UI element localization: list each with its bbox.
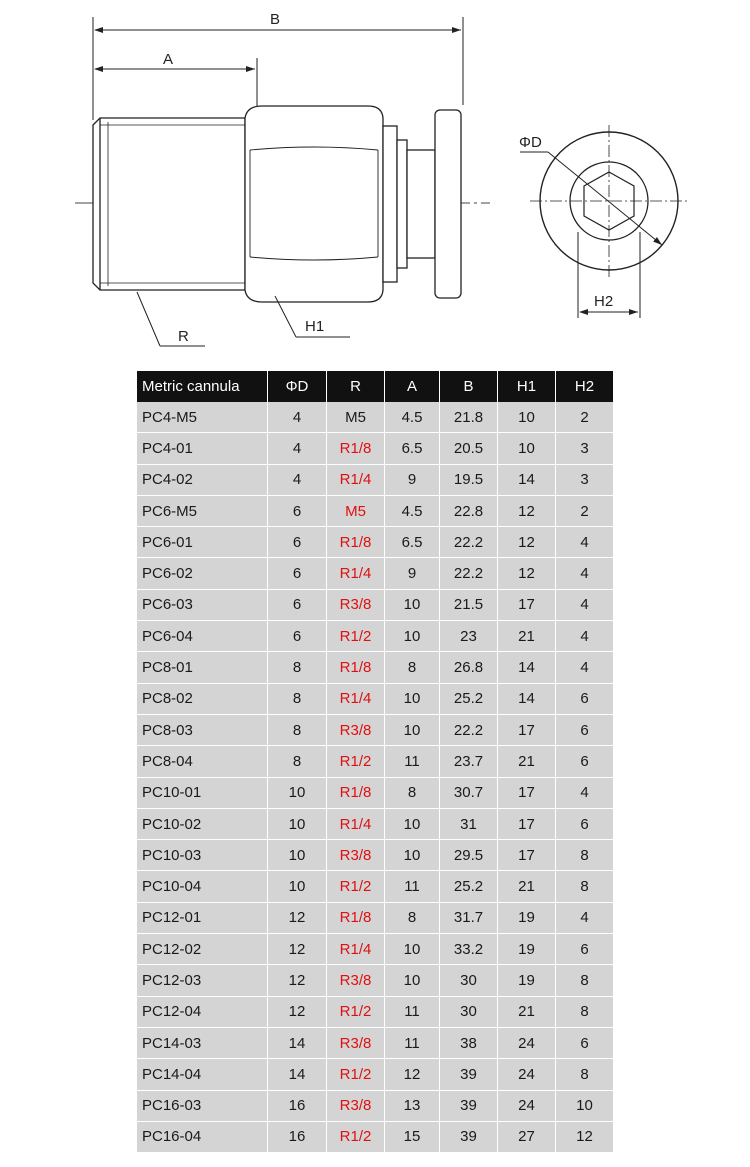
cell-a: 10 bbox=[385, 934, 440, 965]
cell-h2: 6 bbox=[556, 715, 613, 746]
cell-phid: 10 bbox=[268, 840, 327, 871]
cell-model: PC6-03 bbox=[137, 590, 268, 621]
cell-model: PC8-02 bbox=[137, 684, 268, 715]
cell-a: 9 bbox=[385, 465, 440, 496]
cell-r: M5 bbox=[327, 496, 385, 527]
cell-model: PC10-02 bbox=[137, 809, 268, 840]
table-body bbox=[137, 402, 613, 1153]
cell-b: 39 bbox=[440, 1122, 498, 1153]
cell-h1: 21 bbox=[498, 871, 556, 902]
cell-b: 29.5 bbox=[440, 840, 498, 871]
cell-r: R1/8 bbox=[327, 527, 385, 558]
cell-h2: 6 bbox=[556, 746, 613, 777]
cell-h1: 21 bbox=[498, 621, 556, 652]
header-r: R bbox=[327, 371, 385, 402]
cell-h2: 3 bbox=[556, 433, 613, 464]
cell-b: 39 bbox=[440, 1059, 498, 1090]
cell-a: 6.5 bbox=[385, 527, 440, 558]
cell-r: R1/8 bbox=[327, 903, 385, 934]
cell-h1: 21 bbox=[498, 997, 556, 1028]
cell-model: PC6-01 bbox=[137, 527, 268, 558]
cell-r: R1/4 bbox=[327, 934, 385, 965]
cell-phid: 12 bbox=[268, 903, 327, 934]
cell-model: PC8-03 bbox=[137, 715, 268, 746]
table-row bbox=[137, 903, 613, 934]
cell-h1: 17 bbox=[498, 590, 556, 621]
cell-h1: 21 bbox=[498, 746, 556, 777]
cell-h2: 3 bbox=[556, 465, 613, 496]
cell-phid: 6 bbox=[268, 496, 327, 527]
cell-r: R1/4 bbox=[327, 558, 385, 589]
cell-h1: 17 bbox=[498, 809, 556, 840]
cell-b: 22.2 bbox=[440, 715, 498, 746]
cell-model: PC12-04 bbox=[137, 997, 268, 1028]
cell-r: R3/8 bbox=[327, 965, 385, 996]
cell-a: 13 bbox=[385, 1091, 440, 1122]
table-row bbox=[137, 1028, 613, 1059]
cell-h2: 8 bbox=[556, 965, 613, 996]
cell-h2: 4 bbox=[556, 621, 613, 652]
cell-a: 12 bbox=[385, 1059, 440, 1090]
cell-a: 11 bbox=[385, 746, 440, 777]
cell-phid: 8 bbox=[268, 715, 327, 746]
cell-h2: 4 bbox=[556, 558, 613, 589]
cell-a: 4.5 bbox=[385, 402, 440, 433]
cell-h2: 8 bbox=[556, 1059, 613, 1090]
cell-phid: 10 bbox=[268, 871, 327, 902]
cell-model: PC4-02 bbox=[137, 465, 268, 496]
cell-a: 10 bbox=[385, 965, 440, 996]
table-row bbox=[137, 621, 613, 652]
table-row bbox=[137, 934, 613, 965]
cell-r: M5 bbox=[327, 402, 385, 433]
hex-nut bbox=[245, 106, 383, 302]
cell-a: 11 bbox=[385, 871, 440, 902]
cell-a: 9 bbox=[385, 558, 440, 589]
cell-r: R3/8 bbox=[327, 1091, 385, 1122]
table-row bbox=[137, 558, 613, 589]
header-b: B bbox=[440, 371, 498, 402]
header-phid: ΦD bbox=[268, 371, 327, 402]
cell-phid: 6 bbox=[268, 527, 327, 558]
cell-b: 30 bbox=[440, 965, 498, 996]
cell-h2: 6 bbox=[556, 1028, 613, 1059]
cell-b: 38 bbox=[440, 1028, 498, 1059]
cell-r: R1/4 bbox=[327, 809, 385, 840]
label-a: A bbox=[163, 51, 174, 68]
cell-b: 22.2 bbox=[440, 558, 498, 589]
table-header-row bbox=[137, 371, 613, 402]
cell-h1: 19 bbox=[498, 934, 556, 965]
cell-b: 21.8 bbox=[440, 402, 498, 433]
cell-r: R1/4 bbox=[327, 684, 385, 715]
cell-model: PC4-M5 bbox=[137, 402, 268, 433]
cell-h2: 2 bbox=[556, 402, 613, 433]
cell-h2: 4 bbox=[556, 652, 613, 683]
cell-b: 22.2 bbox=[440, 527, 498, 558]
table-row bbox=[137, 1091, 613, 1122]
cell-h1: 17 bbox=[498, 778, 556, 809]
leader-r bbox=[137, 292, 205, 346]
cell-b: 31.7 bbox=[440, 903, 498, 934]
cell-phid: 8 bbox=[268, 652, 327, 683]
cell-h1: 17 bbox=[498, 840, 556, 871]
cell-b: 33.2 bbox=[440, 934, 498, 965]
dimension-a bbox=[95, 58, 257, 110]
release-ring bbox=[383, 110, 461, 298]
cell-b: 23.7 bbox=[440, 746, 498, 777]
cell-model: PC8-01 bbox=[137, 652, 268, 683]
cell-r: R1/2 bbox=[327, 746, 385, 777]
cell-model: PC4-01 bbox=[137, 433, 268, 464]
cell-phid: 4 bbox=[268, 433, 327, 464]
cell-h1: 10 bbox=[498, 433, 556, 464]
cell-h1: 14 bbox=[498, 684, 556, 715]
label-b: B bbox=[270, 11, 281, 28]
cell-phid: 14 bbox=[268, 1028, 327, 1059]
cell-r: R1/4 bbox=[327, 465, 385, 496]
cell-phid: 14 bbox=[268, 1059, 327, 1090]
cell-b: 21.5 bbox=[440, 590, 498, 621]
cell-r: R1/2 bbox=[327, 871, 385, 902]
cell-model: PC16-03 bbox=[137, 1091, 268, 1122]
cell-r: R1/2 bbox=[327, 1122, 385, 1153]
table-row bbox=[137, 433, 613, 464]
cell-phid: 8 bbox=[268, 684, 327, 715]
table-row bbox=[137, 715, 613, 746]
cell-h1: 17 bbox=[498, 715, 556, 746]
table-row bbox=[137, 590, 613, 621]
cell-a: 11 bbox=[385, 997, 440, 1028]
table-row bbox=[137, 402, 613, 433]
cell-model: PC6-M5 bbox=[137, 496, 268, 527]
cell-h2: 8 bbox=[556, 997, 613, 1028]
cell-b: 20.5 bbox=[440, 433, 498, 464]
cell-h2: 10 bbox=[556, 1091, 613, 1122]
cell-h2: 8 bbox=[556, 840, 613, 871]
cell-h2: 8 bbox=[556, 871, 613, 902]
cell-a: 10 bbox=[385, 715, 440, 746]
table-row bbox=[137, 652, 613, 683]
table-row bbox=[137, 684, 613, 715]
cell-a: 8 bbox=[385, 652, 440, 683]
header-metric-cannula: Metric cannula bbox=[137, 371, 268, 402]
cell-h2: 4 bbox=[556, 590, 613, 621]
cell-h1: 24 bbox=[498, 1091, 556, 1122]
cell-phid: 4 bbox=[268, 402, 327, 433]
cell-r: R1/8 bbox=[327, 433, 385, 464]
cell-b: 25.2 bbox=[440, 684, 498, 715]
cell-model: PC12-02 bbox=[137, 934, 268, 965]
table-row bbox=[137, 809, 613, 840]
cell-b: 30 bbox=[440, 997, 498, 1028]
cell-model: PC8-04 bbox=[137, 746, 268, 777]
cell-a: 10 bbox=[385, 809, 440, 840]
table-row bbox=[137, 778, 613, 809]
cell-model: PC14-03 bbox=[137, 1028, 268, 1059]
cell-a: 8 bbox=[385, 778, 440, 809]
cell-model: PC12-01 bbox=[137, 903, 268, 934]
cell-r: R1/2 bbox=[327, 997, 385, 1028]
cell-a: 8 bbox=[385, 903, 440, 934]
cell-phid: 6 bbox=[268, 558, 327, 589]
label-h2: H2 bbox=[594, 293, 614, 310]
cell-phid: 10 bbox=[268, 809, 327, 840]
cell-a: 4.5 bbox=[385, 496, 440, 527]
cell-model: PC6-04 bbox=[137, 621, 268, 652]
cell-h1: 24 bbox=[498, 1028, 556, 1059]
cell-h1: 27 bbox=[498, 1122, 556, 1153]
table-row bbox=[137, 496, 613, 527]
cell-h2: 4 bbox=[556, 527, 613, 558]
cell-a: 10 bbox=[385, 590, 440, 621]
table-row bbox=[137, 1059, 613, 1090]
cell-h1: 24 bbox=[498, 1059, 556, 1090]
table-row bbox=[137, 997, 613, 1028]
label-phid: ΦD bbox=[519, 134, 542, 151]
cell-h1: 12 bbox=[498, 496, 556, 527]
cell-b: 26.8 bbox=[440, 652, 498, 683]
label-h1: H1 bbox=[305, 318, 325, 335]
cell-r: R1/8 bbox=[327, 778, 385, 809]
fitting-technical-drawing bbox=[0, 0, 750, 365]
cell-a: 10 bbox=[385, 621, 440, 652]
cell-h2: 6 bbox=[556, 809, 613, 840]
cell-b: 23 bbox=[440, 621, 498, 652]
cell-phid: 6 bbox=[268, 621, 327, 652]
cell-b: 30.7 bbox=[440, 778, 498, 809]
cell-a: 15 bbox=[385, 1122, 440, 1153]
cell-r: R3/8 bbox=[327, 1028, 385, 1059]
cell-phid: 8 bbox=[268, 746, 327, 777]
cell-a: 10 bbox=[385, 840, 440, 871]
cell-phid: 12 bbox=[268, 997, 327, 1028]
table-row bbox=[137, 746, 613, 777]
cell-h2: 6 bbox=[556, 684, 613, 715]
table-row bbox=[137, 527, 613, 558]
table-row bbox=[137, 465, 613, 496]
cell-r: R3/8 bbox=[327, 840, 385, 871]
cell-h1: 19 bbox=[498, 965, 556, 996]
spec-table bbox=[137, 371, 613, 1153]
cell-a: 10 bbox=[385, 684, 440, 715]
end-view bbox=[530, 125, 690, 278]
cell-model: PC10-03 bbox=[137, 840, 268, 871]
cell-h1: 14 bbox=[498, 652, 556, 683]
cell-r: R1/8 bbox=[327, 652, 385, 683]
cell-h2: 6 bbox=[556, 934, 613, 965]
cell-model: PC10-04 bbox=[137, 871, 268, 902]
header-a: A bbox=[385, 371, 440, 402]
cell-model: PC16-04 bbox=[137, 1122, 268, 1153]
cell-a: 6.5 bbox=[385, 433, 440, 464]
cell-phid: 16 bbox=[268, 1091, 327, 1122]
cell-model: PC10-01 bbox=[137, 778, 268, 809]
label-r: R bbox=[178, 328, 189, 345]
cell-b: 22.8 bbox=[440, 496, 498, 527]
table-row bbox=[137, 871, 613, 902]
cell-h2: 12 bbox=[556, 1122, 613, 1153]
cell-h1: 19 bbox=[498, 903, 556, 934]
cell-h1: 14 bbox=[498, 465, 556, 496]
cell-phid: 12 bbox=[268, 934, 327, 965]
threaded-body bbox=[93, 118, 245, 290]
cell-h1: 12 bbox=[498, 558, 556, 589]
cell-r: R1/2 bbox=[327, 1059, 385, 1090]
cell-b: 19.5 bbox=[440, 465, 498, 496]
table-row bbox=[137, 840, 613, 871]
cell-b: 39 bbox=[440, 1091, 498, 1122]
cell-h1: 12 bbox=[498, 527, 556, 558]
cell-a: 11 bbox=[385, 1028, 440, 1059]
cell-phid: 12 bbox=[268, 965, 327, 996]
table-row bbox=[137, 965, 613, 996]
cell-r: R3/8 bbox=[327, 715, 385, 746]
cell-b: 25.2 bbox=[440, 871, 498, 902]
cell-model: PC12-03 bbox=[137, 965, 268, 996]
cell-phid: 6 bbox=[268, 590, 327, 621]
cell-model: PC14-04 bbox=[137, 1059, 268, 1090]
cell-r: R3/8 bbox=[327, 590, 385, 621]
cell-phid: 4 bbox=[268, 465, 327, 496]
header-h1: H1 bbox=[498, 371, 556, 402]
cell-h2: 2 bbox=[556, 496, 613, 527]
cell-h2: 4 bbox=[556, 903, 613, 934]
cell-model: PC6-02 bbox=[137, 558, 268, 589]
cell-r: R1/2 bbox=[327, 621, 385, 652]
cell-b: 31 bbox=[440, 809, 498, 840]
table-row bbox=[137, 1122, 613, 1153]
cell-phid: 16 bbox=[268, 1122, 327, 1153]
cell-h1: 10 bbox=[498, 402, 556, 433]
cell-h2: 4 bbox=[556, 778, 613, 809]
cell-phid: 10 bbox=[268, 778, 327, 809]
header-h2: H2 bbox=[556, 371, 613, 402]
